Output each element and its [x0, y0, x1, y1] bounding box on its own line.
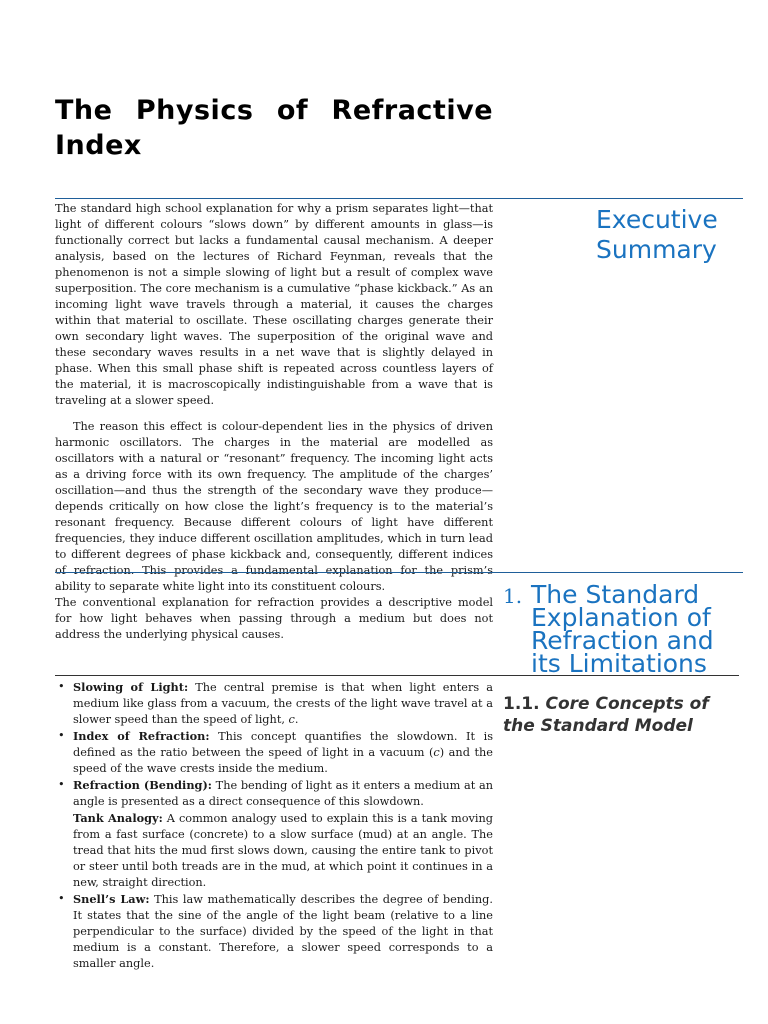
- section-1-1-heading: [503, 693, 743, 736]
- document-title: The Physics of Refractive Index: [55, 95, 493, 161]
- list-item: • Slowing of Light: The central premise is that when light enters a medium like glass from a vacuum, the crests of the light wave travel at a slower speed than the speed of light, c.: [73, 679, 493, 728]
- section-divider-1-1: [55, 675, 739, 676]
- list-item: • Snell’s Law: This law mathematically describes the degree of bending. It states that the sine of the angle of the light beam (relative to a line perpendicular to the surface) divided by the speed of the light in that medium is a constant. Therefore, a slower speed corresponds to a smaller angle.: [73, 891, 493, 972]
- executive-summary-heading: Executive Summary: [596, 205, 718, 264]
- executive-paragraph-2: The reason this effect is colour-dependent lies in the physics of driven harmonic oscillators. The charges in the material are modelled as oscillators with a natural or “resonant” frequency. The incoming light acts as a driving force with its own frequency. The amplitude of the charges’ oscillation—and thus the strength of the secondary wave they produce—depends critically on how close the light’s frequency is to the material’s resonant frequency. Because different colours of light have different frequencies, they induce different oscillation amplitudes, which in turn lead to different degrees of phase kickback and, consequently, different indices of refraction. This provides a fundamental explanation for the prism’s ability to separate white light into its constituent colours.: [55, 420, 493, 593]
- section-1-heading: [503, 580, 743, 678]
- list-item: • Index of Refraction: This concept quantifies the slowdown. It is defined as the ratio between the speed of light in a vacuum (c) and the speed of the wave crests inside the medium.: [73, 728, 493, 777]
- section-divider-executive: [55, 198, 743, 199]
- section-1-title: The Standard Explanation of Refraction and its Limitations: [531, 580, 714, 678]
- section-1-1-title: Core Concepts of the Standard Model: [503, 694, 709, 736]
- list-item: • Refraction (Bending): The bending of light as it enters a medium at an angle is presented as a direct consequence of this slowdown. Tank Analogy: A common analogy used to explain this is a tank moving from a fast surface (concrete) to a slow surface (mud) at an angle. The tread that hits the mud first slows down, causing the entire tank to pivot or steer until both treads are in the mud, at which point it continues in a new, straight direction.: [73, 777, 493, 891]
- executive-paragraph-1: The standard high school explanation for why a prism separates light—that light of different colours “slows down” by different amounts in glass—is functionally correct but lacks a fundamental causal mechanism. A deeper analysis, based on the lectures of Richard Feynman, reveals that the phenomenon is not a simple slowing of light but a result of complex wave superposition. The core mechanism is a cumulative “phase kickback.” As an incoming light wave travels through a material, it causes the charges within that material to oscillate. These oscillating charges generate their own secondary light waves. The superposition of the original wave and these secondary waves results in a net wave that is slightly delayed in phase. When this small phase shift is repeated across countless layers of the material, it is macroscopically indistinguishable from a wave that is traveling at a slower speed.: [55, 202, 493, 407]
- section-1-number: 1.: [503, 584, 523, 608]
- executive-summary-body: [55, 201, 493, 595]
- tank-analogy: Tank Analogy: A common analogy used to explain this is a tank moving from a fast surface (concrete) to a slow surface (mud) at an angle. The tread that hits the mud first slows down, causing the entire tank to pivot or steer until both treads are in the mud, at which point it continues in a new, straight direction.: [73, 811, 493, 889]
- section-1-1-number: 1.1.: [503, 694, 540, 714]
- core-concepts-list: [55, 679, 493, 972]
- section-1-intro: The conventional explanation for refraction provides a descriptive model for how light behaves when passing through a medium but does not address the underlying physical causes.: [55, 596, 493, 641]
- section-divider-1: [55, 572, 743, 573]
